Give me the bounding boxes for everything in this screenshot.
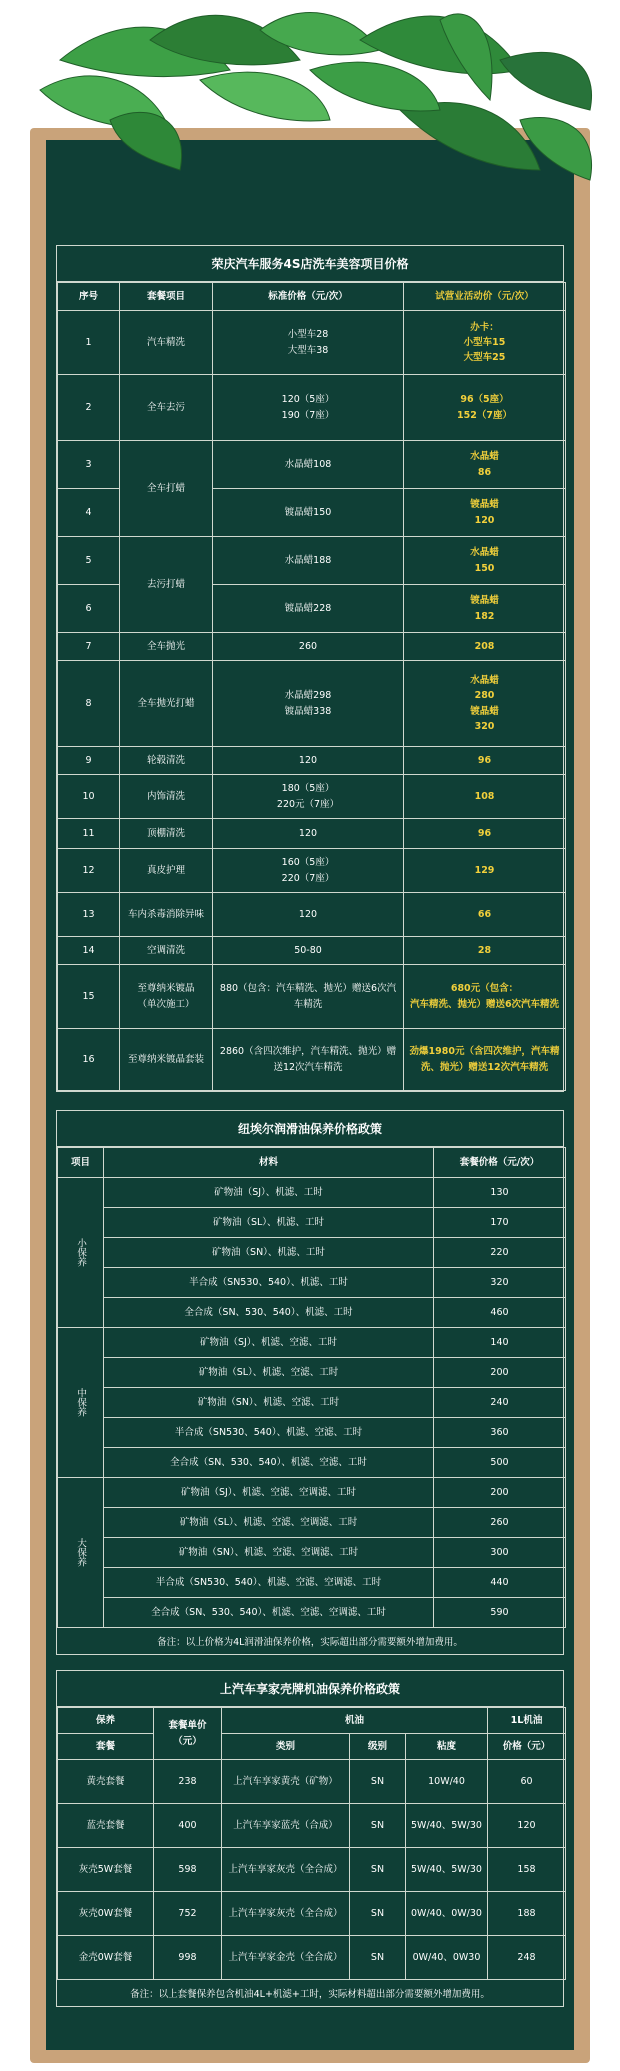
table-row bbox=[58, 1178, 566, 1208]
lubricant-table bbox=[57, 1147, 566, 1628]
shell-table-title: 上汽车享家壳牌机油保养价格政策 bbox=[57, 1671, 563, 1707]
table-row bbox=[58, 1358, 566, 1388]
row-type: 上汽车享家金壳（全合成） bbox=[222, 1936, 350, 1980]
row-item: 车内杀毒消除异味 bbox=[120, 893, 213, 937]
row-item: 真皮护理 bbox=[120, 849, 213, 893]
row-no: 1 bbox=[58, 311, 120, 375]
row-price: 140 bbox=[434, 1328, 566, 1358]
table-row bbox=[58, 1448, 566, 1478]
col-header-l1price: 价格（元） bbox=[488, 1734, 566, 1760]
row-pkg: 黄壳套餐 bbox=[58, 1760, 154, 1804]
row-no: 6 bbox=[58, 585, 120, 633]
col-header-promo: 试营业活动价（元/次） bbox=[404, 283, 566, 311]
table-row bbox=[58, 1418, 566, 1448]
row-promo: 水晶蜡 280 镀晶蜡 320 bbox=[404, 661, 566, 747]
car-wash-price-table bbox=[56, 245, 564, 1092]
table-row bbox=[58, 893, 566, 937]
table-row bbox=[58, 1936, 566, 1980]
row-l1: 248 bbox=[488, 1936, 566, 1980]
row-price: 130 bbox=[434, 1178, 566, 1208]
table-row bbox=[58, 775, 566, 819]
row-type: 上汽车享家灰壳（全合成） bbox=[222, 1848, 350, 1892]
row-l1: 120 bbox=[488, 1804, 566, 1848]
row-l1: 158 bbox=[488, 1848, 566, 1892]
row-std: 50-80 bbox=[213, 937, 404, 965]
row-visc: 0W/40、0W30 bbox=[406, 1936, 488, 1980]
row-std: 2860（含四次维护，汽车精洗、抛光）赠送12次汽车精洗 bbox=[213, 1029, 404, 1091]
row-std: 120 bbox=[213, 747, 404, 775]
row-material: 矿物油（SJ）、机滤、空滤、空调滤、工时 bbox=[104, 1478, 434, 1508]
row-no: 14 bbox=[58, 937, 120, 965]
row-item: 顶棚清洗 bbox=[120, 819, 213, 849]
table-row bbox=[58, 1760, 566, 1804]
row-promo: 208 bbox=[404, 633, 566, 661]
col-header-price: 套餐价格（元/次） bbox=[434, 1148, 566, 1178]
row-price: 200 bbox=[434, 1478, 566, 1508]
row-promo: 96 bbox=[404, 819, 566, 849]
row-grade: SN bbox=[350, 1804, 406, 1848]
row-price: 260 bbox=[434, 1508, 566, 1538]
car-wash-table bbox=[57, 282, 566, 1091]
row-material: 半合成（SN530、540）、机滤、空滤、空调滤、工时 bbox=[104, 1568, 434, 1598]
row-promo: 96（5座） 152（7座） bbox=[404, 375, 566, 441]
table-row bbox=[58, 1268, 566, 1298]
row-price: 238 bbox=[154, 1760, 222, 1804]
row-std: 260 bbox=[213, 633, 404, 661]
row-material: 半合成（SN530、540）、机滤、工时 bbox=[104, 1268, 434, 1298]
row-pkg: 蓝壳套餐 bbox=[58, 1804, 154, 1848]
row-material: 矿物油（SL）、机滤、工时 bbox=[104, 1208, 434, 1238]
row-price: 598 bbox=[154, 1848, 222, 1892]
row-promo: 镀晶蜡 182 bbox=[404, 585, 566, 633]
row-std: 水晶蜡188 bbox=[213, 537, 404, 585]
col-header-std: 标准价格（元/次） bbox=[213, 283, 404, 311]
row-item: 至尊纳米镀晶 （单次施工） bbox=[120, 965, 213, 1029]
shell-table bbox=[57, 1707, 566, 1980]
row-material: 矿物油（SL）、机滤、空滤、工时 bbox=[104, 1358, 434, 1388]
lubricant-note: 备注：以上价格为4L润滑油保养价格，实际超出部分需要额外增加费用。 bbox=[157, 1637, 463, 1648]
table-row bbox=[58, 1388, 566, 1418]
row-std: 160（5座） 220（7座） bbox=[213, 849, 404, 893]
row-price: 440 bbox=[434, 1568, 566, 1598]
row-promo: 镀晶蜡 120 bbox=[404, 489, 566, 537]
table-row bbox=[58, 1238, 566, 1268]
row-std: 880（包含：汽车精洗、抛光）赠送6次汽车精洗 bbox=[213, 965, 404, 1029]
row-grade: SN bbox=[350, 1936, 406, 1980]
table-row bbox=[58, 747, 566, 775]
row-visc: 0W/40、0W/30 bbox=[406, 1892, 488, 1936]
row-price: 590 bbox=[434, 1598, 566, 1628]
row-promo: 水晶蜡 86 bbox=[404, 441, 566, 489]
table-row bbox=[58, 849, 566, 893]
row-visc: 5W/40、5W/30 bbox=[406, 1804, 488, 1848]
row-std: 180（5座） 220元（7座） bbox=[213, 775, 404, 819]
row-pkg: 金壳0W套餐 bbox=[58, 1936, 154, 1980]
row-grade: SN bbox=[350, 1892, 406, 1936]
row-promo: 108 bbox=[404, 775, 566, 819]
row-item: 内饰清洗 bbox=[120, 775, 213, 819]
row-promo: 96 bbox=[404, 747, 566, 775]
row-l1: 60 bbox=[488, 1760, 566, 1804]
row-item: 全车抛光打蜡 bbox=[120, 661, 213, 747]
table-row bbox=[58, 1029, 566, 1091]
row-item: 至尊纳米镀晶套装 bbox=[120, 1029, 213, 1091]
group-large: 大保养 bbox=[58, 1478, 104, 1628]
col-header-grade: 级别 bbox=[350, 1734, 406, 1760]
car-wash-table-title: 荣庆汽车服务4S店洗车美容项目价格 bbox=[57, 246, 563, 282]
row-no: 9 bbox=[58, 747, 120, 775]
row-material: 矿物油（SJ）、机滤、工时 bbox=[104, 1178, 434, 1208]
table-row bbox=[58, 937, 566, 965]
table-row bbox=[58, 661, 566, 747]
table-row bbox=[58, 633, 566, 661]
row-no: 4 bbox=[58, 489, 120, 537]
row-l1: 188 bbox=[488, 1892, 566, 1936]
row-visc: 10W/40 bbox=[406, 1760, 488, 1804]
table-row bbox=[58, 311, 566, 375]
row-no: 8 bbox=[58, 661, 120, 747]
table-row bbox=[58, 441, 566, 489]
col-header-item: 套餐项目 bbox=[120, 283, 213, 311]
row-no: 15 bbox=[58, 965, 120, 1029]
lubricant-maintenance-table bbox=[56, 1110, 564, 1655]
row-price: 500 bbox=[434, 1448, 566, 1478]
col-header-type: 类别 bbox=[222, 1734, 350, 1760]
row-price: 200 bbox=[434, 1358, 566, 1388]
row-std: 镀晶蜡150 bbox=[213, 489, 404, 537]
row-item: 轮毂清洗 bbox=[120, 747, 213, 775]
table-row bbox=[58, 1538, 566, 1568]
row-promo: 劲爆1980元（含四次维护，汽车精洗、抛光）赠送12次汽车精洗 bbox=[404, 1029, 566, 1091]
row-material: 矿物油（SN）、机滤、空滤、空调滤、工时 bbox=[104, 1538, 434, 1568]
row-price: 170 bbox=[434, 1208, 566, 1238]
row-grade: SN bbox=[350, 1848, 406, 1892]
col-header-pkg: 套餐 bbox=[58, 1734, 154, 1760]
table-row bbox=[58, 1892, 566, 1936]
row-material: 全合成（SN、530、540）、机滤、工时 bbox=[104, 1298, 434, 1328]
table-row bbox=[58, 1208, 566, 1238]
lubricant-table-title: 纽埃尔润滑油保养价格政策 bbox=[57, 1111, 563, 1147]
row-item: 全车抛光 bbox=[120, 633, 213, 661]
row-item: 全车去污 bbox=[120, 375, 213, 441]
row-no: 13 bbox=[58, 893, 120, 937]
row-promo: 28 bbox=[404, 937, 566, 965]
row-material: 矿物油（SJ）、机滤、空滤、工时 bbox=[104, 1328, 434, 1358]
row-no: 2 bbox=[58, 375, 120, 441]
row-price: 220 bbox=[434, 1238, 566, 1268]
row-promo: 66 bbox=[404, 893, 566, 937]
row-price: 320 bbox=[434, 1268, 566, 1298]
row-price: 360 bbox=[434, 1418, 566, 1448]
row-no: 11 bbox=[58, 819, 120, 849]
row-item: 全车打蜡 bbox=[120, 441, 213, 537]
row-no: 16 bbox=[58, 1029, 120, 1091]
row-price: 752 bbox=[154, 1892, 222, 1936]
row-material: 矿物油（SN）、机滤、空滤、工时 bbox=[104, 1388, 434, 1418]
row-no: 3 bbox=[58, 441, 120, 489]
shell-note: 备注：以上套餐保养包含机油4L+机滤+工时，实际材料超出部分需要额外增加费用。 bbox=[130, 1989, 490, 2000]
row-grade: SN bbox=[350, 1760, 406, 1804]
col-header-material: 材料 bbox=[104, 1148, 434, 1178]
group-small: 小保养 bbox=[58, 1178, 104, 1328]
table-row bbox=[58, 375, 566, 441]
table-row bbox=[58, 1568, 566, 1598]
row-price: 240 bbox=[434, 1388, 566, 1418]
row-item: 去污打蜡 bbox=[120, 537, 213, 633]
table-row bbox=[58, 1508, 566, 1538]
row-no: 12 bbox=[58, 849, 120, 893]
col-header-no: 序号 bbox=[58, 283, 120, 311]
table-row bbox=[58, 1328, 566, 1358]
col-header-1l: 1L机油 bbox=[488, 1708, 566, 1734]
row-type: 上汽车享家蓝壳（合成） bbox=[222, 1804, 350, 1848]
table-row bbox=[58, 965, 566, 1029]
row-std: 水晶蜡298 镀晶蜡338 bbox=[213, 661, 404, 747]
row-material: 半合成（SN530、540）、机滤、空滤、工时 bbox=[104, 1418, 434, 1448]
col-header-oil: 机油 bbox=[222, 1708, 488, 1734]
row-std: 小型车28 大型车38 bbox=[213, 311, 404, 375]
table-row bbox=[58, 1298, 566, 1328]
row-material: 矿物油（SL）、机滤、空滤、空调滤、工时 bbox=[104, 1508, 434, 1538]
row-visc: 5W/40、5W/30 bbox=[406, 1848, 488, 1892]
row-no: 10 bbox=[58, 775, 120, 819]
table-row bbox=[58, 1478, 566, 1508]
table-row bbox=[58, 819, 566, 849]
row-no: 7 bbox=[58, 633, 120, 661]
row-material: 全合成（SN、530、540）、机滤、空滤、工时 bbox=[104, 1448, 434, 1478]
row-no: 5 bbox=[58, 537, 120, 585]
group-medium: 中保养 bbox=[58, 1328, 104, 1478]
row-price: 400 bbox=[154, 1804, 222, 1848]
row-promo: 129 bbox=[404, 849, 566, 893]
table-row bbox=[58, 1598, 566, 1628]
row-price: 300 bbox=[434, 1538, 566, 1568]
col-header-visc: 粘度 bbox=[406, 1734, 488, 1760]
row-item: 空调清洗 bbox=[120, 937, 213, 965]
row-pkg: 灰壳0W套餐 bbox=[58, 1892, 154, 1936]
row-promo: 办卡： 小型车15 大型车25 bbox=[404, 311, 566, 375]
row-material: 矿物油（SN）、机滤、工时 bbox=[104, 1238, 434, 1268]
row-material: 全合成（SN、530、540）、机滤、空滤、空调滤、工时 bbox=[104, 1598, 434, 1628]
row-std: 水晶蜡108 bbox=[213, 441, 404, 489]
row-type: 上汽车享家灰壳（全合成） bbox=[222, 1892, 350, 1936]
row-promo: 水晶蜡 150 bbox=[404, 537, 566, 585]
shell-oil-table bbox=[56, 1670, 564, 2007]
table-row bbox=[58, 1804, 566, 1848]
row-std: 镀晶蜡228 bbox=[213, 585, 404, 633]
col-header-project: 项目 bbox=[58, 1148, 104, 1178]
row-price: 998 bbox=[154, 1936, 222, 1980]
row-std: 120（5座） 190（7座） bbox=[213, 375, 404, 441]
row-type: 上汽车享家黄壳（矿物） bbox=[222, 1760, 350, 1804]
col-header-unitprice: 套餐单价（元） bbox=[154, 1708, 222, 1760]
row-std: 120 bbox=[213, 819, 404, 849]
col-header-maint: 保养 bbox=[58, 1708, 154, 1734]
row-std: 120 bbox=[213, 893, 404, 937]
row-item: 汽车精洗 bbox=[120, 311, 213, 375]
row-price: 460 bbox=[434, 1298, 566, 1328]
row-pkg: 灰壳5W套餐 bbox=[58, 1848, 154, 1892]
table-row bbox=[58, 537, 566, 585]
row-promo: 680元（包含： 汽车精洗、抛光）赠送6次汽车精洗 bbox=[404, 965, 566, 1029]
table-row bbox=[58, 1848, 566, 1892]
